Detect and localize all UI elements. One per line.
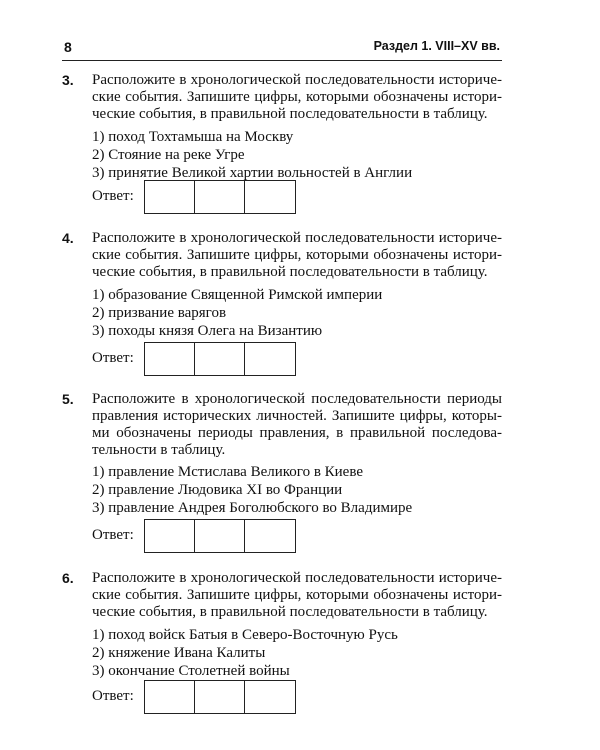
answer-row: [92, 180, 392, 214]
answer-cell-1[interactable]: [145, 181, 195, 213]
answer-label: Ответ:: [92, 188, 134, 204]
prompt-line: ские события. Запишите цифры, которыми обозначены истори-: [92, 247, 502, 263]
question-6: [62, 570, 502, 720]
question-number: 5.: [62, 391, 74, 407]
prompt-line: Расположите в хронологической последовательности историче-: [92, 72, 502, 88]
answer-options: [92, 463, 502, 517]
question-prompt: [92, 570, 502, 621]
question-5: [62, 391, 502, 556]
option-item: 1) поход Тохтамыша на Москву: [92, 129, 294, 145]
page-number: 8: [64, 39, 72, 55]
option-item: 3) походы князя Олега на Византию: [92, 323, 323, 339]
answer-cell-2[interactable]: [195, 520, 245, 552]
question-4: [62, 230, 502, 378]
prompt-line: ческие события, в правильной последовательности в таблицу.: [92, 264, 488, 280]
answer-label: Ответ:: [92, 688, 134, 704]
answer-options: [92, 626, 502, 680]
answer-cell-2[interactable]: [195, 181, 245, 213]
answer-cell-2[interactable]: [195, 343, 245, 375]
option-item: 2) призвание варягов: [92, 305, 227, 321]
prompt-line: Расположите в хронологической последовательности историче-: [92, 570, 502, 586]
answer-cell-1[interactable]: [145, 343, 195, 375]
answer-cell-3[interactable]: [245, 681, 295, 713]
answer-row: [92, 519, 392, 553]
question-number: 4.: [62, 230, 74, 246]
answer-table: [144, 680, 296, 714]
option-item: 1) правление Мстислава Великого в Киеве: [92, 464, 363, 480]
prompt-line: ские события. Запишите цифры, которыми обозначены истори-: [92, 89, 502, 105]
answer-cell-1[interactable]: [145, 681, 195, 713]
answer-table: [144, 519, 296, 553]
answer-label: Ответ:: [92, 350, 134, 366]
prompt-line: ческие события, в правильной последовательности в таблицу.: [92, 604, 488, 620]
answer-table: [144, 342, 296, 376]
page-header: [62, 34, 502, 61]
option-item: 2) княжение Ивана Калиты: [92, 645, 266, 661]
question-number: 6.: [62, 570, 74, 586]
option-item: 3) правление Андрея Боголюбского во Владимире: [92, 500, 413, 516]
prompt-line: ские события. Запишите цифры, которыми обозначены истори-: [92, 587, 502, 603]
answer-cell-3[interactable]: [245, 181, 295, 213]
option-item: 2) Стояние на реке Угре: [92, 147, 245, 163]
answer-cell-3[interactable]: [245, 520, 295, 552]
prompt-line: правления исторических личностей. Запишите цифры, которы-: [92, 408, 502, 424]
option-item: 3) окончание Столетней войны: [92, 663, 290, 679]
answer-cell-1[interactable]: [145, 520, 195, 552]
question-prompt: [92, 391, 502, 459]
answer-cell-2[interactable]: [195, 681, 245, 713]
answer-cell-3[interactable]: [245, 343, 295, 375]
prompt-line: Расположите в хронологической последовательности периоды: [92, 391, 502, 407]
section-title: Раздел 1. VIII–XV вв.: [373, 39, 500, 53]
answer-options: [92, 128, 502, 182]
prompt-line: тельности в таблицу.: [92, 442, 226, 458]
prompt-line: ми обозначены периоды правления, в правильной последова-: [92, 425, 502, 441]
option-item: 2) правление Людовика XI во Франции: [92, 482, 343, 498]
question-prompt: [92, 72, 502, 123]
answer-row: [92, 342, 392, 376]
answer-row: [92, 680, 392, 714]
prompt-line: Расположите в хронологической последовательности историче-: [92, 230, 502, 246]
option-item: 3) принятие Великой хартии вольностей в Англии: [92, 165, 413, 181]
answer-options: [92, 286, 502, 340]
answer-table: [144, 180, 296, 214]
option-item: 1) образование Священной Римской империи: [92, 287, 383, 303]
prompt-line: ческие события, в правильной последовательности в таблицу.: [92, 106, 488, 122]
question-3: [62, 72, 502, 220]
question-number: 3.: [62, 72, 74, 88]
answer-label: Ответ:: [92, 527, 134, 543]
question-prompt: [92, 230, 502, 281]
option-item: 1) поход войск Батыя в Северо-Восточную Русь: [92, 627, 398, 643]
